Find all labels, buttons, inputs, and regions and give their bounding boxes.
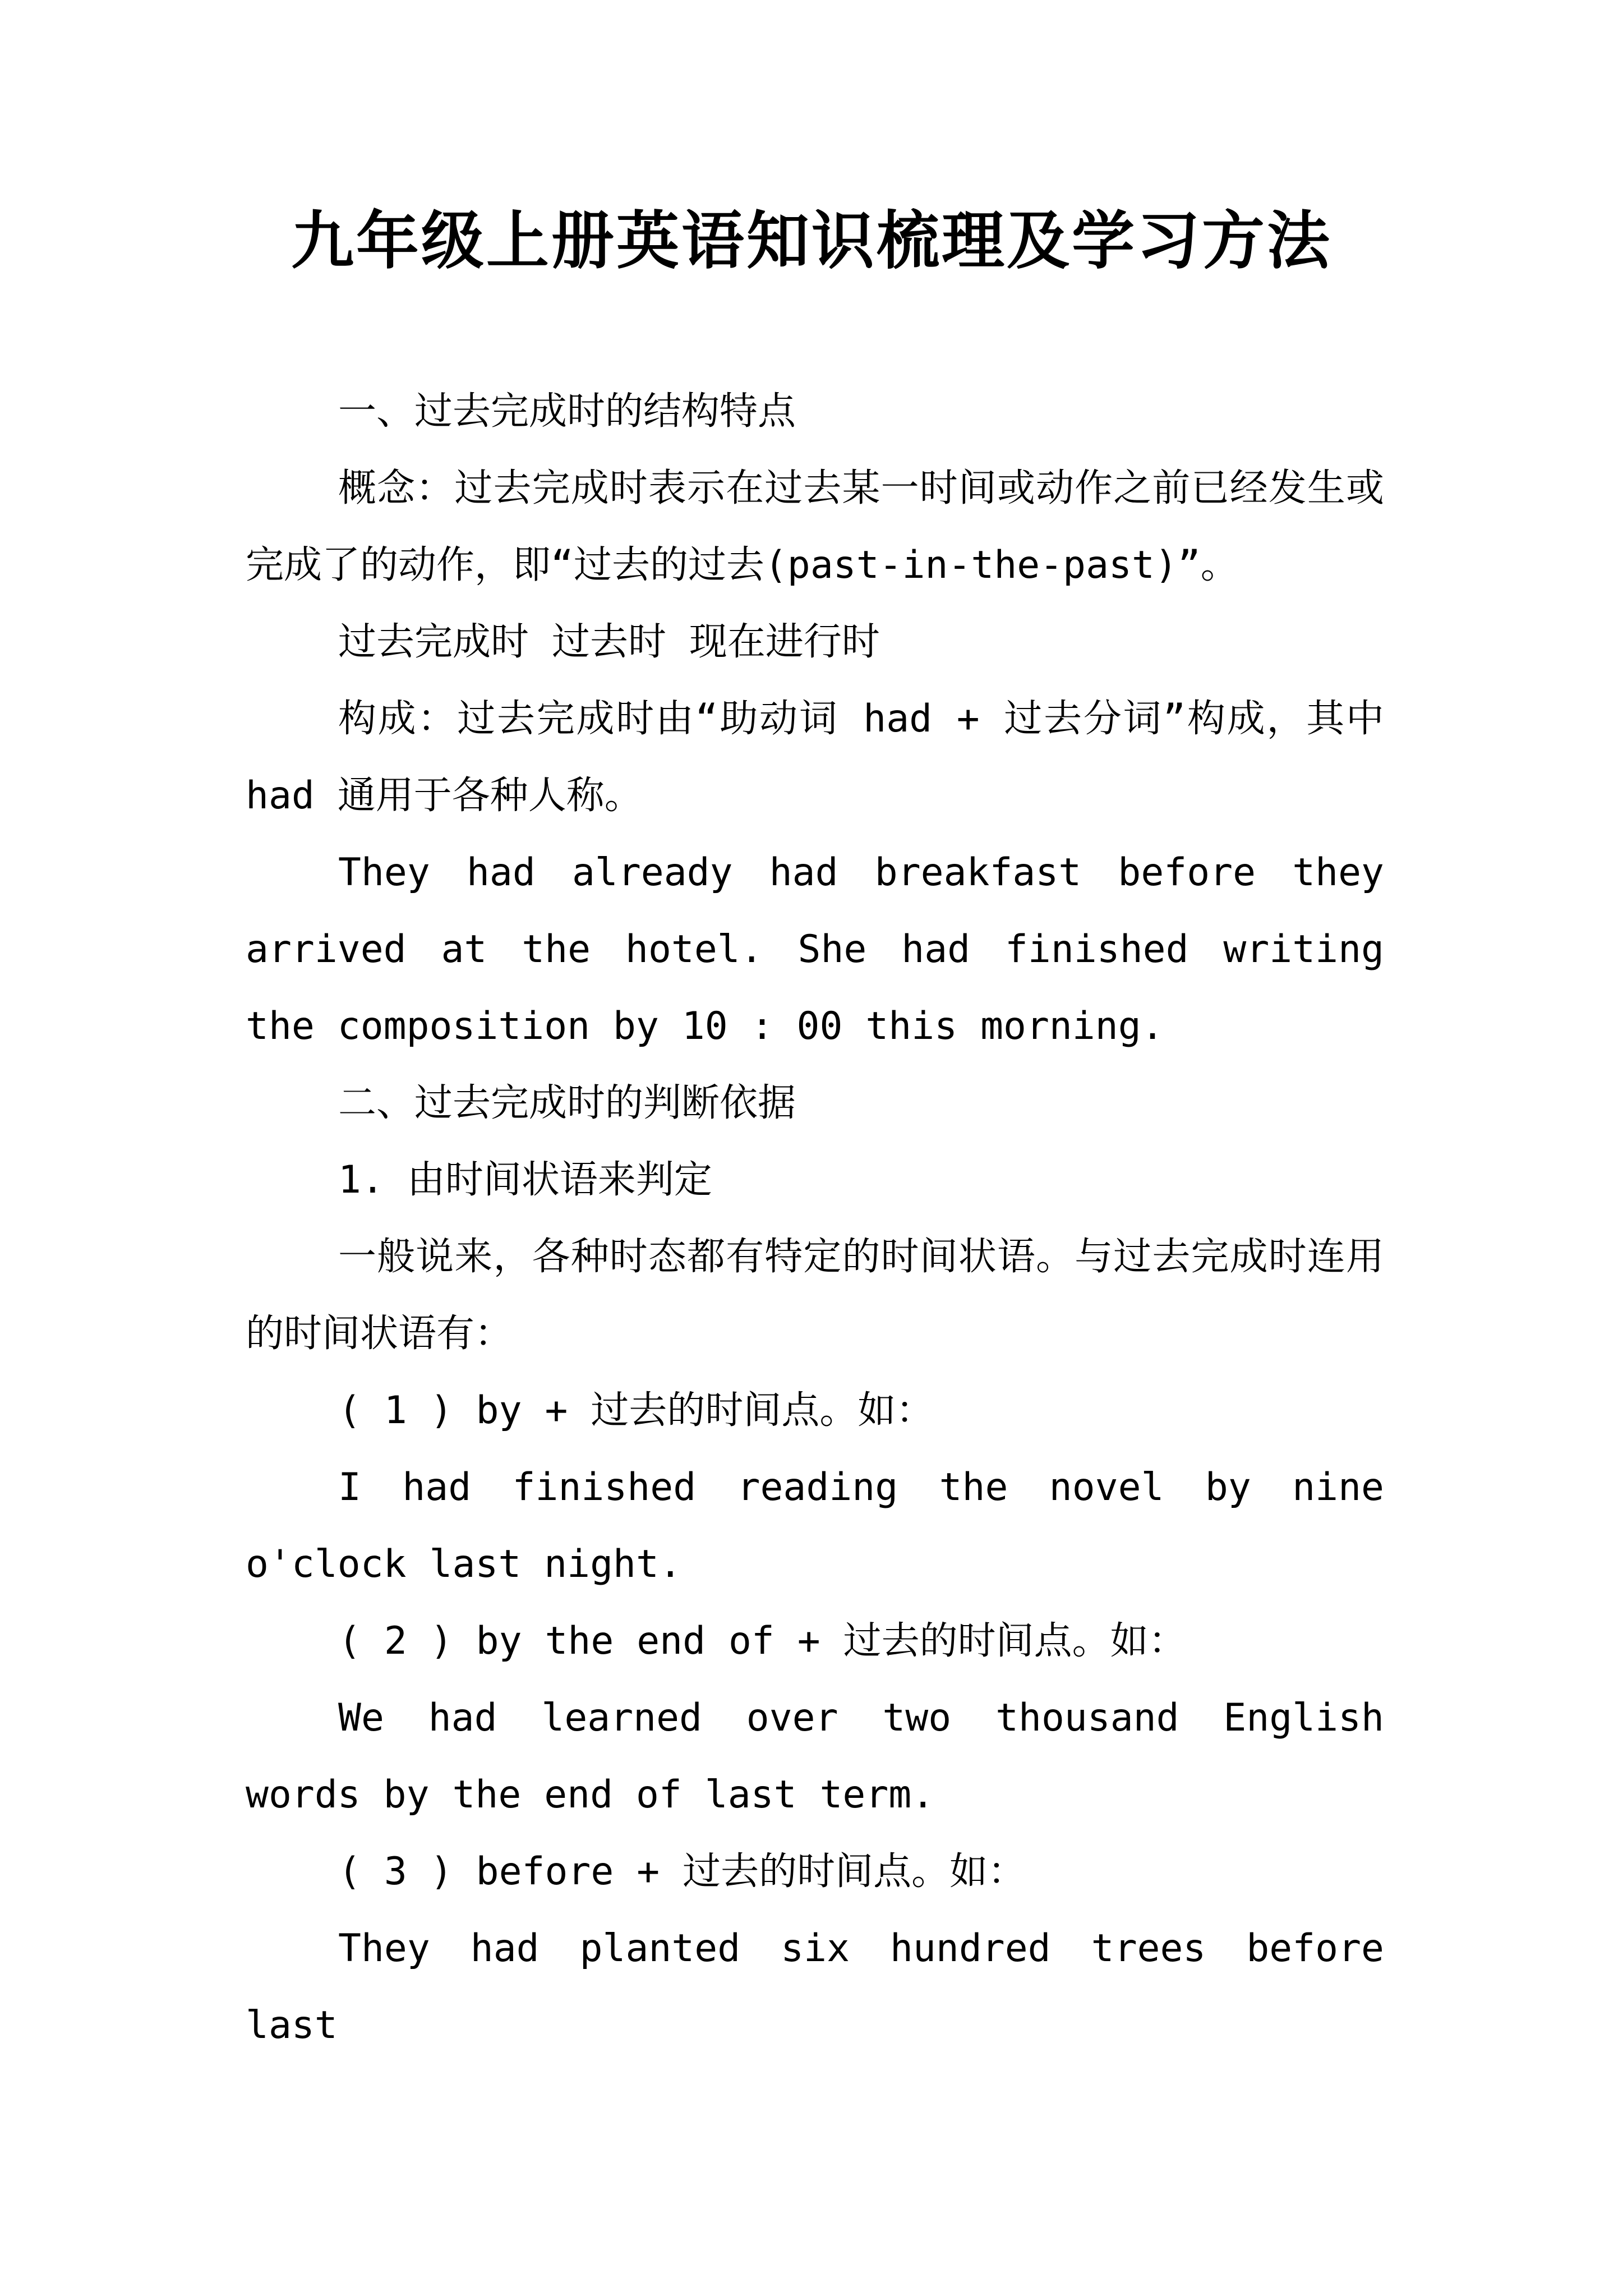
list-item-3: ( 3 ) before + 过去的时间点。如： [338,1849,1026,1894]
paragraph-example-4: They had planted six hundred trees before last [246,1926,1384,2047]
subheading-time-adverbial: 1. 由时间状语来判定 [338,1158,712,1202]
paragraph-tenses: 过去完成时 过去时 现在进行时 [338,620,880,664]
document-body [246,373,1384,2064]
section-heading-1: 一、过去完成时的结构特点 [338,389,796,434]
list-item-1: ( 1 ) by + 过去的时间点。如： [338,1388,934,1433]
paragraph-concept: 概念：过去完成时表示在过去某一时间或动作之前已经发生或完成了的动作，即“过去的过去(past-in-the-past)”。 [246,466,1384,587]
document-title: 九年级上册英语知识梳理及学习方法 [291,204,1332,278]
paragraph-general: 一般说来，各种时态都有特定的时间状语。与过去完成时连用的时间状语有： [246,1235,1384,1356]
paragraph-example-3: We had learned over two thousand English words by the end of last term. [246,1696,1384,1817]
paragraph-structure: 构成：过去完成时由“助动词 had + 过去分词”构成，其中 had 通用于各种人称。 [246,697,1384,818]
paragraph-example-1: They had already had breakfast before they arrived at the hotel. She had finished writing the composition by 10 : 00 this morning. [246,850,1384,1048]
section-heading-2: 二、过去完成时的判断依据 [338,1081,796,1125]
paragraph-example-2: I had finished reading the novel by nine o'clock last night. [246,1465,1384,1586]
list-item-2: ( 2 ) by the end of + 过去的时间点。如： [338,1619,1187,1663]
